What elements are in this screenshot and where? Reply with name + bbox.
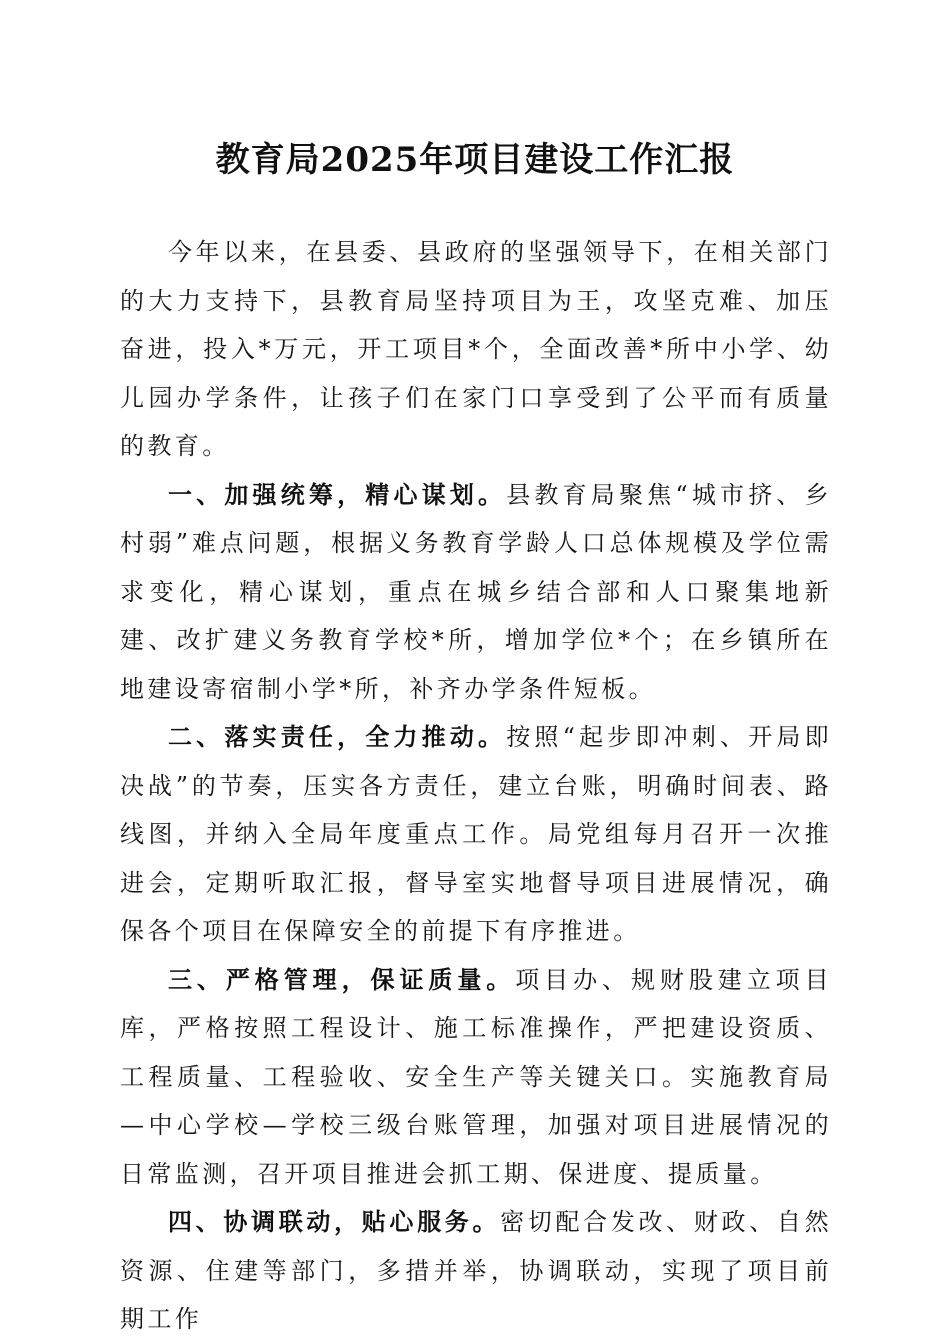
section-heading: 四、协调联动，贴心服务。 bbox=[168, 1208, 501, 1236]
document-body bbox=[120, 228, 832, 1344]
paragraph-text: 项目办、规财股建立项目库，严格按照工程设计、施工标准操作，严把建设资质、工程质量、工程验收、安全生产等关键关口。实施教育局—中心学校—学校三级台账管理，加强对项目进展情况的日常监测，召开项目推进会抓工期、保进度、提质量。 bbox=[120, 965, 832, 1188]
paragraph-section-1 bbox=[120, 471, 832, 714]
paragraph-text: 按照“起步即冲刺、开局即决战”的节奏，压实各方责任，建立台账，明确时间表、路线图，并纳入全局年度重点工作。局党组每月召开一次推进会，定期听取汇报，督导室实地督导项目进展情况，确保各个项目在保障安全的前提下有序推进。 bbox=[120, 723, 832, 945]
section-heading: 二、落实责任，全力推动。 bbox=[168, 723, 507, 751]
paragraph-section-3 bbox=[120, 956, 832, 1199]
section-heading: 一、加强统筹，精心谋划。 bbox=[168, 480, 507, 509]
paragraph-text: 县教育局聚焦“城市挤、乡村弱”难点问题，根据义务教育学龄人口总体规模及学位需求变化，精心谋划，重点在城乡结合部和人口聚集地新建、改扩建义务教育学校*所，增加学位*个；在乡镇所在地建设寄宿制小学*所，补齐办学条件短板。 bbox=[120, 480, 832, 703]
paragraph-section-2 bbox=[120, 713, 832, 956]
paragraph-section-4 bbox=[120, 1198, 832, 1344]
paragraph-text: 今年以来，在县委、县政府的坚强领导下，在相关部门的大力支持下，县教育局坚持项目为王，攻坚克难、加压奋进，投入*万元，开工项目*个，全面改善*所中小学、幼儿园办学条件，让孩子们在家门口享受到了公平而有质量的教育。 bbox=[120, 238, 832, 460]
paragraph-text: 密切配合发改、财政、自然资源、住建等部门，多措并举，协调联动，实现了项目前期工作 bbox=[120, 1208, 832, 1333]
section-heading: 三、严格管理，保证质量。 bbox=[168, 965, 516, 994]
document-title: 教育局2025年项目建设工作汇报 bbox=[215, 140, 735, 180]
paragraph-intro bbox=[120, 228, 832, 471]
